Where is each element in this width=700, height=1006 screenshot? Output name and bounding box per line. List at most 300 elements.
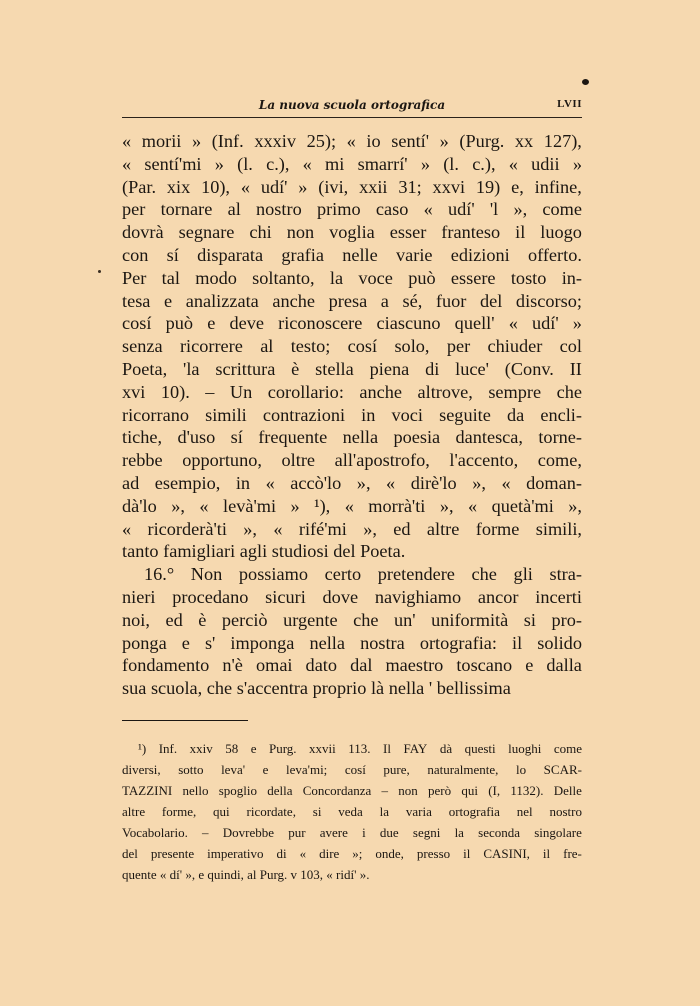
- word: xxxiv: [254, 131, 296, 151]
- word: udí': [447, 199, 475, 220]
- word: (ivi,: [318, 176, 349, 197]
- word: che: [556, 381, 582, 402]
- word: imperativo: [207, 846, 264, 861]
- word: uniformità: [431, 609, 509, 630]
- word: voci: [391, 404, 423, 425]
- word: udii: [531, 153, 560, 174]
- word: «: [468, 495, 478, 516]
- word: sí: [166, 244, 179, 265]
- word: avere: [319, 825, 348, 840]
- word: d'uso: [177, 427, 216, 448]
- word: veda: [338, 804, 363, 819]
- footnote-line: [122, 759, 582, 780]
- word: «: [122, 153, 132, 174]
- word: »: [572, 313, 582, 334]
- text-line: [122, 153, 582, 176]
- word: analizzata: [185, 290, 259, 311]
- word: simili: [205, 404, 247, 425]
- page-number: LVII: [557, 98, 582, 110]
- word: »: [214, 153, 224, 174]
- word: «: [508, 313, 518, 334]
- text-line: [122, 130, 582, 153]
- footnote-line: [122, 780, 582, 801]
- word: noi,: [122, 609, 150, 630]
- word: 58: [225, 741, 239, 756]
- word: Vocabolario.: [122, 825, 188, 840]
- word: infine,: [534, 176, 582, 197]
- footnote-line: [122, 738, 582, 759]
- word: leva': [221, 762, 246, 777]
- word: Non: [190, 564, 223, 585]
- word: Il: [383, 741, 391, 756]
- word: xxii: [359, 176, 388, 197]
- word: «: [199, 495, 209, 516]
- word: anche: [359, 381, 403, 402]
- word: però: [428, 783, 452, 798]
- word: xix: [166, 176, 191, 197]
- word: TAZZINI: [122, 783, 173, 798]
- word: maestro: [385, 655, 444, 676]
- word: primo: [316, 199, 361, 220]
- word: ortografia:: [419, 632, 497, 653]
- text-line: [122, 244, 582, 267]
- word: si: [312, 804, 322, 819]
- word: la: [379, 804, 390, 819]
- word: «: [386, 472, 396, 493]
- word: frequente: [258, 427, 328, 448]
- word: piena: [369, 358, 410, 379]
- word: varie: [396, 244, 433, 265]
- word: due: [379, 825, 399, 840]
- word: altre: [122, 804, 146, 819]
- text-line: tanto famigliari agli studiosi del Poeta.: [122, 541, 406, 562]
- word: spoglio: [218, 783, 257, 798]
- word: dà: [439, 741, 453, 756]
- word: dovrà: [122, 222, 164, 243]
- word: cosí: [122, 313, 152, 334]
- word: «: [508, 153, 518, 174]
- word: di: [425, 358, 440, 379]
- word: 25);: [306, 131, 337, 151]
- word: stella: [315, 358, 354, 379]
- text-line: [122, 358, 582, 381]
- word: rifé'mi: [298, 518, 347, 539]
- word: diversi,: [122, 762, 161, 777]
- word: ricorrano: [122, 404, 189, 425]
- word: omai: [255, 655, 293, 676]
- word: ricorrere: [179, 336, 243, 357]
- word: presso: [416, 846, 451, 861]
- word: al: [227, 199, 241, 220]
- word: solido: [537, 632, 582, 653]
- word: dal: [350, 655, 373, 676]
- word: luogo: [540, 222, 582, 243]
- word: nella: [342, 427, 379, 448]
- word: come: [542, 199, 582, 220]
- word: sempre: [488, 381, 542, 402]
- word: dire: [319, 846, 340, 861]
- word: testo;: [290, 336, 331, 357]
- word: (l.: [237, 153, 253, 174]
- word: nello: [182, 783, 209, 798]
- footnote-line: [122, 822, 582, 843]
- word: (I,: [488, 783, 501, 798]
- word: »,: [363, 518, 377, 539]
- word: in: [361, 404, 376, 425]
- word: «: [273, 518, 283, 539]
- word: tesa: [122, 290, 151, 311]
- word: essere: [450, 267, 496, 288]
- word: leva'mi;: [285, 762, 328, 777]
- word: all'apostrofo,: [334, 450, 430, 471]
- word: simili,: [535, 518, 582, 539]
- text-line: [122, 654, 582, 677]
- word: per: [122, 199, 146, 220]
- word: navighiamo: [374, 586, 462, 607]
- text-line: [122, 335, 582, 358]
- word: chiuder: [487, 336, 543, 357]
- word: sé,: [402, 290, 423, 311]
- text-line: [122, 381, 582, 404]
- word: al: [260, 336, 274, 357]
- word: di: [276, 846, 287, 861]
- word: xxvii: [309, 741, 336, 756]
- word: »;: [352, 846, 363, 861]
- word: ciascuno: [376, 313, 441, 334]
- running-title: La nuova scuola ortografica: [258, 98, 446, 112]
- word: »,: [439, 495, 454, 516]
- word: nostro: [256, 199, 302, 220]
- word: a: [380, 290, 389, 311]
- word: –: [205, 381, 215, 402]
- word: riconoscere: [278, 313, 363, 334]
- word: che: [353, 609, 379, 630]
- word: edizioni: [450, 244, 510, 265]
- word: il: [542, 846, 551, 861]
- word: II: [569, 358, 582, 379]
- word: torne-: [538, 427, 582, 448]
- text-line: [122, 176, 582, 199]
- word: »: [290, 495, 300, 516]
- word: sicuri: [265, 586, 306, 607]
- word: discorso;: [515, 290, 582, 311]
- word: nel: [516, 804, 533, 819]
- word: »: [572, 153, 582, 174]
- word: un': [393, 609, 416, 630]
- word: franteso: [441, 222, 501, 243]
- word: soltanto,: [252, 267, 315, 288]
- word: e,: [511, 176, 524, 197]
- word: quetà'mi: [491, 495, 554, 516]
- text-line: [122, 312, 582, 335]
- word: »,: [568, 495, 582, 516]
- word: nieri: [122, 586, 156, 607]
- word: il: [512, 632, 523, 653]
- word: 'la: [183, 358, 200, 379]
- text-line: [122, 518, 582, 541]
- word: tal: [161, 267, 180, 288]
- word: forme: [475, 518, 520, 539]
- word: »,: [356, 472, 371, 493]
- word: »: [420, 153, 430, 174]
- word: e: [525, 655, 534, 676]
- word: Delle: [553, 783, 582, 798]
- word: ed: [393, 518, 411, 539]
- word: (Par.: [122, 176, 157, 197]
- word: dove: [322, 586, 359, 607]
- footnote-line: [122, 801, 582, 822]
- word: varia: [405, 804, 432, 819]
- word: –: [381, 783, 389, 798]
- footnote-rule: [122, 720, 248, 721]
- word: «: [346, 131, 356, 151]
- word: questi: [464, 741, 496, 756]
- word: perciò: [221, 609, 268, 630]
- word: altrove,: [417, 381, 473, 402]
- word: xvi: [122, 381, 146, 402]
- word: può: [408, 267, 436, 288]
- word: singolare: [534, 825, 582, 840]
- word: segnare: [178, 222, 235, 243]
- word: è: [198, 609, 207, 630]
- word: può: [165, 313, 194, 334]
- word: anche: [272, 290, 316, 311]
- word: «: [423, 199, 433, 220]
- footnote-line: [122, 843, 582, 864]
- word: del: [122, 846, 138, 861]
- word: xxvi: [432, 176, 466, 197]
- word: sí: [230, 427, 243, 448]
- word: caso: [375, 199, 409, 220]
- word: pro-: [551, 609, 582, 630]
- word: chi: [249, 222, 272, 243]
- word: si: [523, 609, 536, 630]
- word: io: [366, 131, 381, 151]
- word: «: [122, 518, 132, 539]
- word: sotto: [178, 762, 204, 777]
- word: per: [446, 336, 471, 357]
- word: senza: [122, 336, 163, 357]
- word: modo: [195, 267, 237, 288]
- word: «: [240, 176, 250, 197]
- word: dato: [305, 655, 338, 676]
- word: voglia: [329, 222, 375, 243]
- text-line: [122, 290, 582, 313]
- word: stra-: [549, 564, 582, 585]
- word: Per: [122, 267, 147, 288]
- word: solo,: [394, 336, 430, 357]
- word: urgente: [283, 609, 338, 630]
- text-line: [122, 632, 582, 655]
- word: smarrí': [357, 153, 408, 174]
- word: deve: [229, 313, 264, 334]
- text-line: [122, 586, 582, 609]
- word: forme,: [161, 804, 197, 819]
- word: pure,: [383, 762, 410, 777]
- text-line: [122, 495, 582, 518]
- word: xx: [514, 131, 534, 151]
- word: mi: [325, 153, 345, 174]
- running-header: [122, 97, 582, 118]
- word: del: [479, 290, 503, 311]
- word: disparata: [197, 244, 264, 265]
- word: dà'lo: [122, 495, 157, 516]
- word: 16.°: [144, 564, 175, 585]
- word: i: [362, 825, 366, 840]
- word: gli: [513, 564, 533, 585]
- word: scrittura: [215, 358, 276, 379]
- word: Concordanza: [302, 783, 372, 798]
- word: ancor: [477, 586, 519, 607]
- word: (l.: [443, 153, 459, 174]
- word: come: [553, 741, 582, 756]
- word: xxiv: [189, 741, 213, 756]
- word: »,: [243, 518, 257, 539]
- word: ortografia: [448, 804, 500, 819]
- word: encli-: [540, 404, 582, 425]
- word: il: [515, 222, 526, 243]
- text-line: [122, 404, 582, 427]
- word: «: [265, 472, 275, 493]
- word: «: [302, 153, 312, 174]
- word: morrà'ti: [368, 495, 426, 516]
- word: l'accento,: [449, 450, 519, 471]
- word: 1132).: [510, 783, 544, 798]
- word: luoghi: [508, 741, 542, 756]
- word: non: [286, 222, 315, 243]
- word: naturalmente,: [427, 762, 499, 777]
- footnotes: [122, 738, 582, 885]
- word: esempio,: [154, 472, 221, 493]
- word: udí': [260, 176, 288, 197]
- text-line: [122, 609, 582, 632]
- word: rebbe: [122, 450, 163, 471]
- word: n'è: [222, 655, 243, 676]
- word: »: [298, 176, 308, 197]
- word: grafia: [281, 244, 324, 265]
- text-line: [122, 221, 582, 244]
- word: FAY: [403, 741, 428, 756]
- word: ¹): [138, 741, 147, 756]
- word: è: [291, 358, 300, 379]
- word: altre: [426, 518, 460, 539]
- word: CASINI,: [483, 846, 530, 861]
- word: oltre: [281, 450, 316, 471]
- word: Un: [229, 381, 253, 402]
- word: e: [207, 313, 216, 334]
- word: Poeta,: [122, 358, 168, 379]
- word: fuor: [435, 290, 467, 311]
- word: sentí'mi: [144, 153, 202, 174]
- word: ricorderà'ti: [147, 518, 227, 539]
- word: c.),: [472, 153, 496, 174]
- word: 'l: [489, 199, 499, 220]
- word: tornare: [160, 199, 213, 220]
- word: accò'lo: [290, 472, 342, 493]
- word: esser: [389, 222, 427, 243]
- text-line: [122, 449, 582, 472]
- word: presente: [150, 846, 195, 861]
- word: nostra: [360, 632, 405, 653]
- paper-speck: [98, 270, 101, 273]
- word: ad: [122, 472, 140, 493]
- word: possiamo: [238, 564, 308, 585]
- word: qui: [213, 804, 230, 819]
- word: luce': [455, 358, 489, 379]
- word: ricordate,: [246, 804, 296, 819]
- word: 10).: [160, 381, 190, 402]
- text-line: sua scuola, che s'accentra proprio là nella ' bellissima: [122, 678, 511, 699]
- word: la: [329, 267, 344, 288]
- word: Purg.: [268, 741, 297, 756]
- word: 31;: [398, 176, 422, 197]
- word: ¹),: [314, 495, 331, 516]
- word: nostro: [549, 804, 582, 819]
- word: seconda: [478, 825, 521, 840]
- word: segni: [412, 825, 441, 840]
- word: cosí: [347, 336, 378, 357]
- text-line: [122, 426, 582, 449]
- text-line: [122, 563, 582, 586]
- word: in-: [561, 267, 582, 288]
- word: sentí': [391, 131, 430, 151]
- word: »,: [472, 472, 486, 493]
- word: c.),: [266, 153, 290, 174]
- word: 127),: [543, 131, 582, 151]
- word: ponga: [122, 632, 167, 653]
- word: fre-: [563, 846, 582, 861]
- word: doman-: [526, 472, 582, 493]
- word: procedano: [172, 586, 249, 607]
- word: qui: [461, 783, 478, 798]
- word: dalla: [546, 655, 582, 676]
- word: in: [235, 472, 251, 493]
- word: SCAR-: [543, 762, 582, 777]
- word: opportuno,: [182, 450, 262, 471]
- word: e: [164, 290, 173, 311]
- word: da: [506, 404, 525, 425]
- word: certo: [324, 564, 362, 585]
- word: »: [191, 131, 202, 151]
- word: nella: [309, 632, 345, 653]
- word: e: [262, 762, 269, 777]
- word: quell': [454, 313, 495, 334]
- word: come,: [537, 450, 582, 471]
- text-line: [122, 267, 582, 290]
- word: »: [439, 131, 449, 151]
- word: 19): [475, 176, 501, 197]
- word: (Purg.: [459, 131, 505, 151]
- word: nelle: [342, 244, 378, 265]
- word: contrazioni: [262, 404, 346, 425]
- word: corollario:: [267, 381, 344, 402]
- word: lo: [515, 762, 527, 777]
- word: della: [267, 783, 293, 798]
- word: onde,: [375, 846, 404, 861]
- word: (Inf.: [211, 131, 244, 151]
- word: –: [202, 825, 209, 840]
- word: »,: [171, 495, 185, 516]
- word: e: [181, 632, 190, 653]
- word: offerto.: [527, 244, 582, 265]
- word: tiche,: [122, 427, 163, 448]
- word: dirè'lo: [410, 472, 457, 493]
- word: »,: [513, 199, 528, 220]
- word: con: [122, 244, 149, 265]
- word: imponga: [230, 632, 295, 653]
- word: toscano: [456, 655, 513, 676]
- word: morii: [141, 131, 182, 151]
